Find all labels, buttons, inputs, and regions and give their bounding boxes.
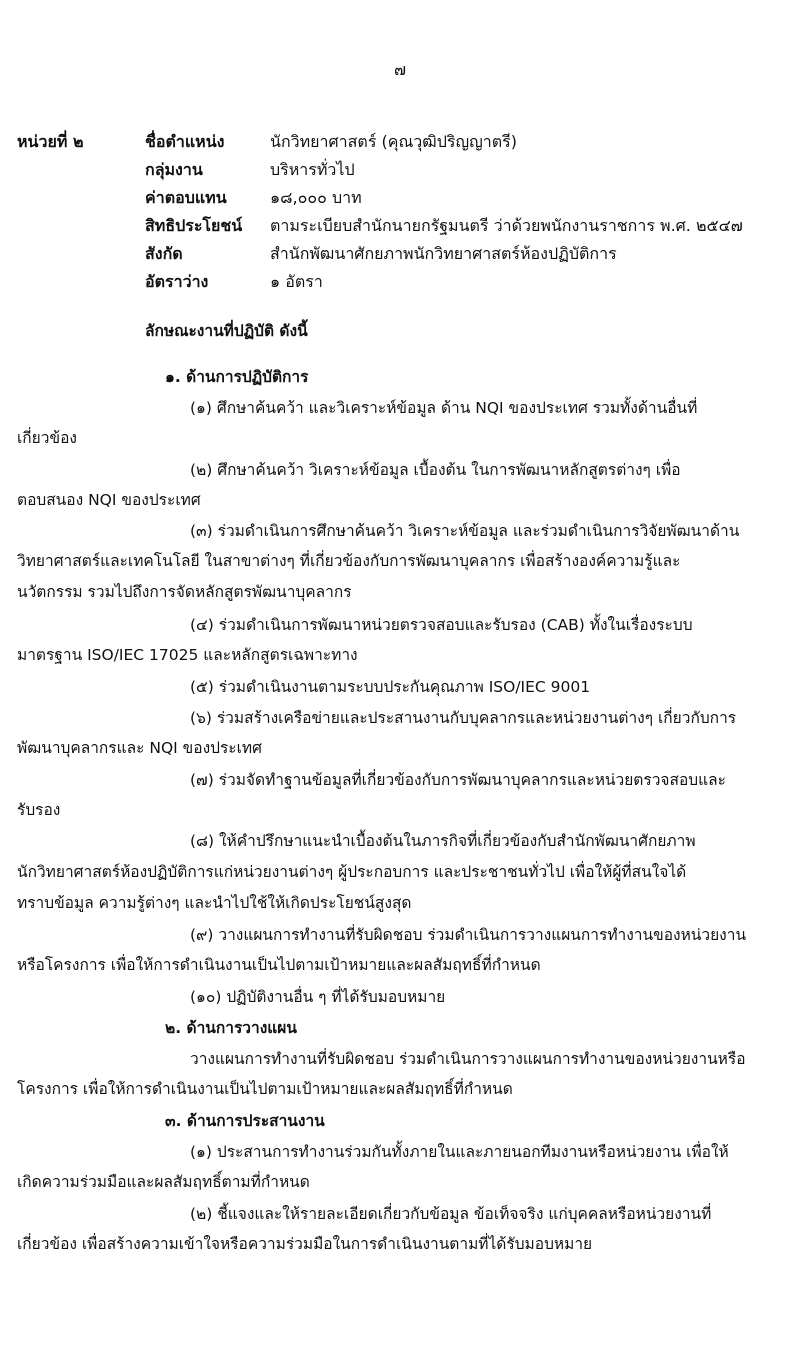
section-title: ๑. ด้านการปฏิบัติการ xyxy=(165,368,309,386)
paragraph-line: โครงการ เพื่อให้การดำเนินงานเป็นไปตามเป้าหมายและผลสัมฤทธิ์ที่กำหนด xyxy=(17,1080,513,1098)
paragraph-line: หรือโครงการ เพื่อให้การดำเนินงานเป็นไปตามเป้าหมายและผลสัมฤทธิ์ที่กำหนด xyxy=(17,956,541,974)
field-value: นักวิทยาศาสตร์ (คุณวุฒิปริญญาตรี) xyxy=(270,132,517,151)
paragraph-line: (๙) วางแผนการทำงานที่รับผิดชอบ ร่วมดำเนินการวางแผนการทำงานของหน่วยงาน xyxy=(190,926,747,944)
paragraph-line: เกี่ยวข้อง เพื่อสร้างความเข้าใจหรือความร่วมมือในการดำเนินงานตามที่ได้รับมอบหมาย xyxy=(17,1235,593,1253)
paragraph-line: วางแผนการทำงานที่รับผิดชอบ ร่วมดำเนินการวางแผนการทำงานของหน่วยงานหรือ xyxy=(190,1050,746,1068)
paragraph-line: ทราบข้อมูล ความรู้ต่างๆ และนำไปใช้ให้เกิดประโยชน์สูงสุด xyxy=(17,894,412,912)
field-value: ๑๘,๐๐๐ บาท xyxy=(270,188,362,207)
field-value: บริหารทั่วไป xyxy=(270,160,355,179)
paragraph-line: (๑) ศึกษาค้นคว้า และวิเคราะห์ข้อมูล ด้าน NQI ของประเทศ รวมทั้งด้านอื่นที่ xyxy=(190,399,698,417)
paragraph-line: (๔) ร่วมดำเนินการพัฒนาหน่วยตรวจสอบและรับรอง (CAB) ทั้งในเรื่องระบบ xyxy=(190,616,693,634)
paragraph-line: วิทยาศาสตร์และเทคโนโลยี ในสาขาต่างๆ ที่เกี่ยวข้องกับการพัฒนาบุคลากร เพื่อสร้างองค์ความรู้และ xyxy=(17,552,681,570)
paragraph-line: ตอบสนอง NQI ของประเทศ xyxy=(17,491,201,509)
page-number: ๗ xyxy=(393,60,407,79)
unit-label: หน่วยที่ ๒ xyxy=(17,132,84,151)
paragraph-line: (๘) ให้คำปรึกษาแนะนำเบื้องต้นในภารกิจที่เกี่ยวข้องกับสำนักพัฒนาศักยภาพ xyxy=(190,832,696,850)
paragraph-line: เกิดความร่วมมือและผลสัมฤทธิ์ตามที่กำหนด xyxy=(17,1173,310,1191)
field-value: ๑ อัตรา xyxy=(270,272,323,291)
field-label: อัตราว่าง xyxy=(145,272,209,291)
paragraph-line: นวัตกรรม รวมไปถึงการจัดหลักสูตรพัฒนาบุคลากร xyxy=(17,583,352,601)
paragraph-line: รับรอง xyxy=(17,801,61,819)
header-row xyxy=(0,127,800,157)
paragraph-line: (๕) ร่วมดำเนินงานตามระบบประกันคุณภาพ ISO/IEC 9001 xyxy=(190,678,591,696)
paragraph-line: (๑) ประสานการทำงานร่วมกันทั้งภายในและภายนอกทีมงานหรือหน่วยงาน เพื่อให้ xyxy=(190,1143,729,1161)
paragraph-line: เกี่ยวข้อง xyxy=(17,429,77,447)
field-label: ค่าตอบแทน xyxy=(145,188,227,207)
header-row xyxy=(0,155,800,185)
paragraph-line: (๑๐) ปฏิบัติงานอื่น ๆ ที่ได้รับมอบหมาย xyxy=(190,988,446,1006)
section-title: ๒. ด้านการวางแผน xyxy=(165,1019,297,1037)
field-label: กลุ่มงาน xyxy=(145,160,203,179)
paragraph-line: (๗) ร่วมจัดทำฐานข้อมูลที่เกี่ยวข้องกับการพัฒนาบุคลากรและหน่วยตรวจสอบและ xyxy=(190,771,726,789)
field-value: สำนักพัฒนาศักยภาพนักวิทยาศาสตร์ห้องปฏิบัติการ xyxy=(270,244,617,263)
paragraph-line: (๖) ร่วมสร้างเครือข่ายและประสานงานกับบุคลากรและหน่วยงานต่างๆ เกี่ยวกับการ xyxy=(190,709,737,727)
paragraph-line: มาตรฐาน ISO/IEC 17025 และหลักสูตรเฉพาะทาง xyxy=(17,646,358,664)
paragraph-line: (๒) ชี้แจงและให้รายละเอียดเกี่ยวกับข้อมูล ข้อเท็จจริง แก่บุคคลหรือหน่วยงานที่ xyxy=(190,1205,712,1223)
field-label: สังกัด xyxy=(145,244,183,263)
duties-heading: ลักษณะงานที่ปฏิบัติ ดังนี้ xyxy=(145,322,308,340)
paragraph-line: (๒) ศึกษาค้นคว้า วิเคราะห์ข้อมูล เบื้องต้น ในการพัฒนาหลักสูตรต่างๆ เพื่อ xyxy=(190,461,681,479)
field-value: ตามระเบียบสำนักนายกรัฐมนตรี ว่าด้วยพนักงานราชการ พ.ศ. ๒๕๔๗ xyxy=(270,216,743,235)
header-row xyxy=(0,211,800,241)
header-row xyxy=(0,239,800,269)
paragraph-line: (๓) ร่วมดำเนินการศึกษาค้นคว้า วิเคราะห์ข้อมูล และร่วมดำเนินการวิจัยพัฒนาด้าน xyxy=(190,522,740,540)
header-row xyxy=(0,183,800,213)
section-title: ๓. ด้านการประสานงาน xyxy=(165,1112,325,1130)
field-label: ชื่อตำแหน่ง xyxy=(145,132,225,151)
field-label: สิทธิประโยชน์ xyxy=(145,216,243,235)
paragraph-line: นักวิทยาศาสตร์ห้องปฏิบัติการแก่หน่วยงานต่างๆ ผู้ประกอบการ และประชาชนทั่วไป เพื่อให้ผู้ที่สนใจได้ xyxy=(17,863,687,881)
header-row xyxy=(0,267,800,297)
paragraph-line: พัฒนาบุคลากรและ NQI ของประเทศ xyxy=(17,739,262,757)
